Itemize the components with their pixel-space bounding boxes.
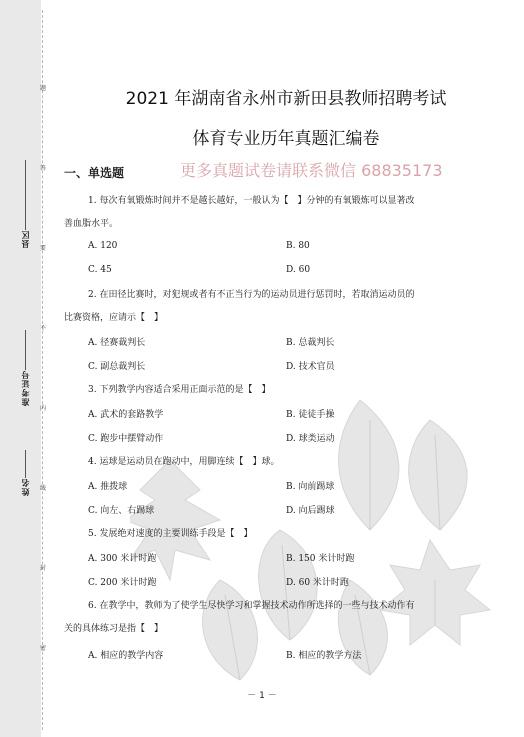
option-a: A. 径赛裁判长 [88, 338, 146, 348]
county-field [18, 160, 32, 248]
page-subtitle: 体育专业历年真题汇编卷 [192, 129, 380, 149]
option-b: B. 150 米计时跑 [286, 554, 355, 564]
seal-mark: 内 [39, 405, 46, 412]
question-6 [64, 595, 480, 641]
option-a: A. 300 米计时跑 [88, 554, 157, 564]
section-heading: 一、单选题 [64, 166, 125, 180]
option-d: D. 60 米计时跑 [286, 578, 349, 588]
option-c: C. 45 [88, 265, 112, 275]
option-b: B. 总裁判长 [286, 338, 335, 348]
question-stem-cont: 比赛资格，应请示【 】 [64, 313, 164, 323]
option-d: D. 技术官员 [286, 362, 335, 372]
option-d: D. 向后踢球 [286, 506, 335, 516]
option-a: A. 相应的教学内容 [88, 651, 164, 661]
seal-mark: 线 [39, 485, 46, 492]
option-a: A. 武术的套路教学 [88, 410, 164, 420]
question-1 [64, 190, 480, 236]
page-title: 2021 年湖南省永州市新田县教师招聘考试 [125, 89, 447, 109]
county-underline [25, 160, 26, 230]
page-number: － 1 － [247, 691, 277, 701]
question-stem: 6. 在教学中，教师为了使学生尽快学习和掌握技术动作所选择的一些与技术动作有 [88, 601, 415, 611]
question-5 [64, 523, 480, 546]
exam-id-field [18, 330, 32, 406]
option-a: A. 120 [88, 241, 118, 251]
name-field [18, 450, 32, 496]
exam-id-label: 准考证号 [20, 370, 30, 406]
option-b: B. 徒徒手操 [286, 410, 335, 420]
option-d: D. 球类运动 [286, 434, 335, 444]
question-3 [64, 379, 480, 402]
name-label: 姓名 [20, 478, 30, 496]
option-c: C. 200 米计时跑 [88, 578, 157, 588]
question-4 [64, 451, 480, 474]
option-c: C. 副总裁判长 [88, 362, 146, 372]
seal-mark: 要 [39, 245, 46, 252]
question-stem: 1. 每次有氧锻炼时间并不是越长越好，一般认为【 】分钟的有氧锻炼可以显著改 [88, 196, 415, 206]
option-b: B. 向前踢球 [286, 482, 335, 492]
question-stem: 3. 下列教学内容适合采用正面示范的是【 】 [88, 385, 271, 395]
question-stem-cont: 善血脂水平。 [64, 219, 119, 229]
county-label: 县区 [20, 230, 30, 248]
seal-line [42, 10, 43, 730]
contact-watermark: 更多真题试卷请联系微信 68835173 [180, 161, 443, 180]
seal-mark: 题 [39, 85, 46, 92]
question-stem: 5. 发展绝对速度的主要训练手段是【 】 [88, 529, 253, 539]
seal-mark: 不 [39, 325, 46, 332]
question-2 [64, 284, 480, 330]
seal-mark: 封 [39, 565, 46, 572]
name-underline [25, 450, 26, 478]
seal-mark: 密 [39, 645, 46, 652]
option-c: C. 跑步中摆臂动作 [88, 434, 164, 444]
option-d: D. 60 [286, 265, 311, 275]
question-stem: 4. 运球是运动员在跑动中，用脚连续【 】球。 [88, 457, 280, 467]
option-b: B. 80 [286, 241, 310, 251]
exam-id-underline [25, 330, 26, 370]
option-a: A. 推拨球 [88, 482, 128, 492]
question-stem-cont: 关的具体练习是指【 】 [64, 624, 164, 634]
question-stem: 2. 在田径比赛时，对犯规或者有不正当行为的运动员进行惩罚时，若取消运动员的 [88, 290, 415, 300]
option-c: C. 向左、右踢球 [88, 506, 155, 516]
seal-mark: 答 [39, 165, 46, 172]
option-b: B. 相应的教学方法 [286, 651, 362, 661]
